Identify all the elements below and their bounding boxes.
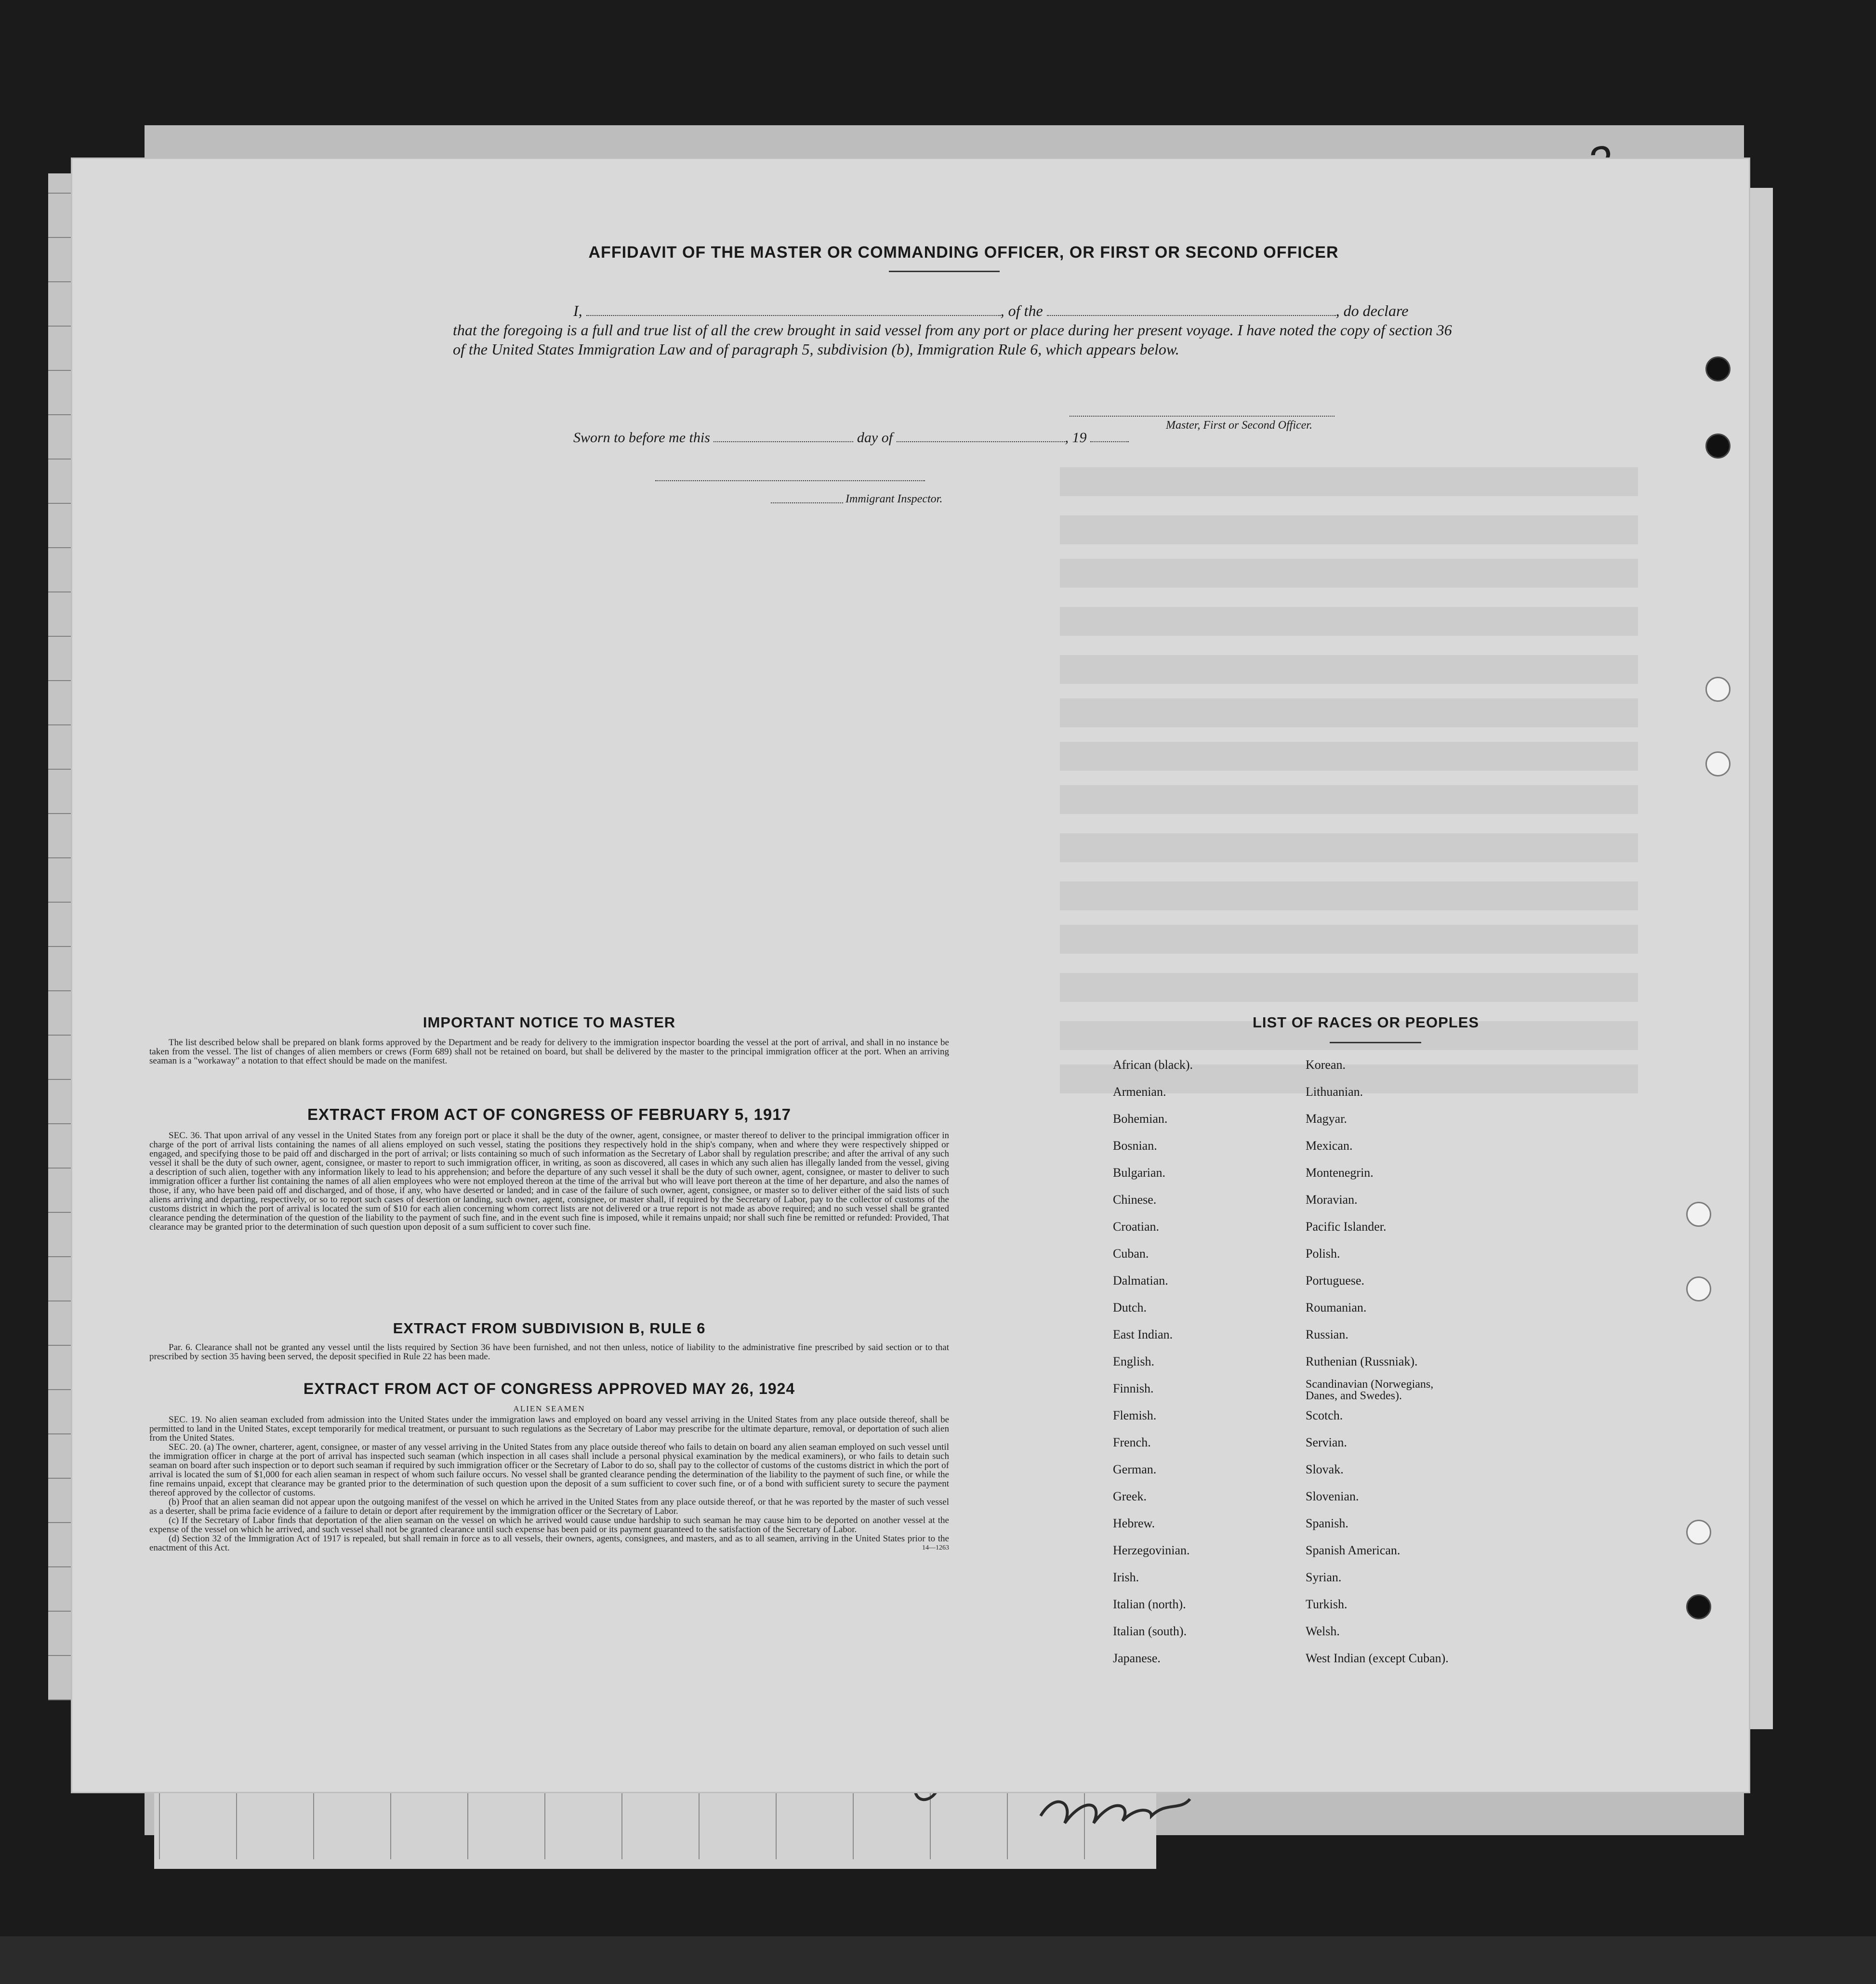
notice-heading: IMPORTANT NOTICE TO MASTER xyxy=(423,1014,676,1031)
race-item: Chinese. xyxy=(1113,1193,1157,1207)
sworn-month-blank[interactable] xyxy=(897,429,1065,442)
race-item: Servian. xyxy=(1306,1435,1347,1449)
race-item: Spanish American. xyxy=(1306,1543,1400,1557)
notice-text xyxy=(149,1038,949,1065)
races-left-column xyxy=(1113,1058,1296,1698)
vessel-name-blank[interactable] xyxy=(1047,302,1336,316)
race-item: Herzegovinian. xyxy=(1113,1543,1190,1557)
affidavit-form-page xyxy=(72,159,1749,1792)
master-signature-label: Master, First or Second Officer. xyxy=(1166,419,1312,432)
officer-name-blank[interactable] xyxy=(586,302,1001,316)
alien-seamen-subheading: ALIEN SEAMEN xyxy=(513,1404,585,1413)
inspector-signature-line[interactable] xyxy=(655,480,925,481)
punch-hole xyxy=(1686,1276,1711,1301)
punch-hole xyxy=(1705,356,1731,381)
race-item: Moravian. xyxy=(1306,1193,1358,1207)
extract-rule6-text xyxy=(149,1343,949,1361)
inspector-signature-line-short xyxy=(771,502,843,503)
extract-1924-text xyxy=(149,1404,949,1552)
race-item: German. xyxy=(1113,1462,1157,1476)
race-item: Bulgarian. xyxy=(1113,1166,1166,1180)
race-item: Slovak. xyxy=(1306,1462,1344,1476)
race-item: Finnish. xyxy=(1113,1381,1154,1395)
race-item: Bohemian. xyxy=(1113,1112,1168,1126)
punch-hole xyxy=(1705,677,1731,702)
race-item: Syrian. xyxy=(1306,1570,1342,1584)
race-item: Croatian. xyxy=(1113,1220,1160,1234)
extract-1924-paragraph: (d) Section 32 of the Immigration Act of 1917 is repealed, but shall remain in force as to all vessels, their owners, agents, consignees, and masters, and as to all seamen, arriving in the United States prior to the enactment of this Act. 14—1263 xyxy=(149,1534,949,1553)
race-item: Scotch. xyxy=(1306,1408,1343,1422)
punch-hole xyxy=(1686,1202,1711,1227)
affidavit-of-the: , of the xyxy=(1000,302,1043,319)
punch-hole xyxy=(1686,1520,1711,1545)
race-item: Mexican. xyxy=(1306,1139,1353,1153)
race-item: African (black). xyxy=(1113,1058,1193,1072)
race-item: Turkish. xyxy=(1306,1597,1348,1611)
extract-rule6-heading: EXTRACT FROM SUBDIVISION B, RULE 6 xyxy=(393,1320,706,1337)
punch-hole xyxy=(1705,434,1731,459)
extract-1917-text xyxy=(149,1131,949,1232)
races-right-column xyxy=(1306,1058,1575,1698)
extract-1924-heading: EXTRACT FROM ACT OF CONGRESS APPROVED MAY 26, 1924 xyxy=(303,1380,795,1397)
race-item: Armenian. xyxy=(1113,1085,1166,1099)
race-item: Pacific Islander. xyxy=(1306,1220,1387,1234)
race-item: Polish. xyxy=(1306,1247,1340,1261)
extract-rule6-paragraph: Par. 6. Clearance shall not be granted any vessel until the lists required by Section 36 have been furnished, and not then unless, notice of liability to the administrative fine prescribed by said section or to that prescribed by section 35 having been served, the deposit specified in Rule 22 has been made. xyxy=(149,1342,949,1362)
race-item: Dalmatian. xyxy=(1113,1274,1168,1288)
race-item: Lithuanian. xyxy=(1306,1085,1363,1099)
notice-paragraph: The list described below shall be prepared on blank forms approved by the Department and be ready for delivery to the immigration inspector boarding the vessel at the port of arrival, and shall in no instance be taken from the vessel. The list of changes of alien members or crews (Form 689) shall not be retained on board, but shall be delivered by the master to the principal immigration officer at the port. When an arriving seaman is a "workaway" a notation to that effect should be made on the manifest. xyxy=(149,1038,949,1066)
race-item: Italian (south). xyxy=(1113,1624,1187,1638)
race-item: Hebrew. xyxy=(1113,1516,1155,1530)
race-item: East Indian. xyxy=(1113,1327,1173,1341)
extract-1924-paragraph: (b) Proof that an alien seaman did not appear upon the outgoing manifest of the vessel on which he arrived in the United States from any place outside thereof, or that he was reported by the master of such vessel as a deserter, shall be prima facie evidence of a failure to detain or deport after requirement by the immigration officer or the Secretary of Labor. xyxy=(149,1497,949,1516)
title-rule xyxy=(889,271,1000,272)
extract-1917-paragraph: SEC. 36. That upon arrival of any vessel in the United States from any foreign port or place it shall be the duty of the owner, agent, consignee, or master thereof to deliver to the principal immigration officer in charge of the port of arrival lists containing the names of all aliens employed on such vessel, stating the positions they respectively hold in the ship's company, when and where they were respectively shipped or engaged, and specifying those to be paid off and discharged in the port of arrival; or lists containing so much of such information as the Secretary of Labor shall by regulation prescribe; and after the arrival of any such vessel it shall be the duty of such owner, agent, consignee, or master to report to such immigration officer, in writing, as soon as discovered, all cases in which any such alien has illegally landed from the vessel, giving a description of such alien, together with any information likely to lead to his apprehension; and before the departure of any such vessel it shall be the duty of such owner, agent, consignee, or master to deliver to such immigration officer a further list containing the names of all alien employees who were not employed thereon at the time of the arrival but who will leave port thereon at the time of her departure, and also the names of those, if any, who have been paid off and discharged, and of those, if any, who have deserted or landed; and in case of the failure of such owner, agent, consignee, or master so to deliver either of the said lists of such aliens arriving and departing, respectively, or so to report such cases of desertion or landing, such owner, agent, consignee, or master shall, if required by the Secretary of Labor, pay to the collector of customs of the customs district in which the port of arrival is located the sum of $10 for each alien concerning whom correct lists are not delivered or a true report is not made as above required; and no such vessel shall be granted clearance pending the determination of the question of the liability to the payment of such fine, and in the event such fine is imposed, while it remains unpaid; nor shall such fine be remitted or refunded: Provided, That clearance may be granted prior to the determination of such question upon deposit of a sum sufficient to cover such fine. xyxy=(149,1130,949,1232)
sworn-year-blank[interactable] xyxy=(1090,429,1129,442)
races-heading: LIST OF RACES OR PEOPLES xyxy=(1252,1014,1480,1031)
race-item: Montenegrin. xyxy=(1306,1166,1374,1180)
sworn-statement xyxy=(573,429,1129,446)
race-item: Magyar. xyxy=(1306,1112,1347,1126)
race-item: Slovenian. xyxy=(1306,1489,1359,1503)
sworn-year: , 19 xyxy=(1065,430,1087,446)
affidavit-body: that the foregoing is a full and true list of all the crew brought in said vessel from any port or place during her present voyage. I have noted the copy of section 36 of the United States Immigration Law and of paragraph 5, subdivision (b), Immigration Rule 6, which appears below. xyxy=(453,321,1452,358)
race-item: West Indian (except Cuban). xyxy=(1306,1651,1449,1665)
affidavit-i: I, xyxy=(573,302,582,319)
race-item: Spanish. xyxy=(1306,1516,1348,1530)
extract-1924-paragraph: SEC. 20. (a) The owner, charterer, agent, consignee, or master of any vessel arriving in the United States from any place outside thereof who fails to detain on board any alien seaman employed on such vessel until the immigration officer in charge at the port of arrival has inspected such seaman (which inspection in all cases shall include a personal physical examination by the medical examiners), or who fails to detain such seaman on board after such inspection or to deport such seaman if required by such immigration officer or the Secretary of Labor to do so, shall pay to the collector of customs of the customs district in which the port of arrival is located the sum of $1,000 for each alien seaman in respect of whom such failure occurs. No vessel shall be granted clearance pending the determination of the liability to the payment of such fine, or while the fine remains unpaid, except that clearance may be granted prior to the determination of such question upon the deposit of a sum sufficient to cover such fine, or of a bond with sufficient surety to secure the payment thereof approved by the collector of customs. xyxy=(149,1442,949,1498)
race-item: Cuban. xyxy=(1113,1247,1149,1261)
race-item: Bosnian. xyxy=(1113,1139,1157,1153)
race-item: Dutch. xyxy=(1113,1301,1147,1314)
race-item: Russian. xyxy=(1306,1327,1348,1341)
extract-1924-paragraph: SEC. 19. No alien seaman excluded from admission into the United States under the immigration laws and employed on board any vessel arriving in the United States from any place outside thereof, shall be permitted to land in the United States, except temporarily for medical treatment, or pursuant to such regulations as the Secretary of Labor may prescribe for the ultimate departure, removal, or deportation of such alien from the United States. xyxy=(149,1415,949,1443)
race-item: Irish. xyxy=(1113,1570,1139,1584)
race-item: Greek. xyxy=(1113,1489,1147,1503)
inspector-label: Immigrant Inspector. xyxy=(846,493,943,505)
extract-1917-heading: EXTRACT FROM ACT OF CONGRESS OF FEBRUARY 5, 1917 xyxy=(307,1105,791,1123)
race-item: Scandinavian (Norwegians, Danes, and Swedes). xyxy=(1306,1378,1434,1402)
affidavit-do-declare: , do declare xyxy=(1335,302,1409,319)
race-item: Korean. xyxy=(1306,1058,1346,1072)
sworn-day-of: day of xyxy=(857,430,893,446)
race-item: Roumanian. xyxy=(1306,1301,1367,1314)
affidavit-title: AFFIDAVIT OF THE MASTER OR COMMANDING OFFICER, OR FIRST OR SECOND OFFICER xyxy=(588,243,1339,262)
race-item: Japanese. xyxy=(1113,1651,1161,1665)
film-edge-strip xyxy=(0,1936,1876,1984)
master-signature-line[interactable] xyxy=(1070,416,1334,417)
race-item: Ruthenian (Russniak). xyxy=(1306,1354,1418,1368)
form-number: 14—1263 xyxy=(922,1544,949,1551)
punch-hole xyxy=(1686,1594,1711,1619)
race-item: Portuguese. xyxy=(1306,1274,1365,1288)
races-rule xyxy=(1330,1042,1421,1043)
sworn-prefix: Sworn to before me this xyxy=(573,430,710,446)
race-item: Welsh. xyxy=(1306,1624,1340,1638)
race-item: French. xyxy=(1113,1435,1151,1449)
race-item: Italian (north). xyxy=(1113,1597,1186,1611)
extract-1924-paragraph: (c) If the Secretary of Labor finds that deportation of the alien seaman on the vessel on which he arrived would cause undue hardship to such seaman he may cause him to be deported on another vessel at the expense of the vessel on which he arrived, and such vessel shall not be granted clearance until such expense has been paid or its payment guaranteed to the satisfaction of the Secretary of Labor. xyxy=(149,1515,949,1535)
race-item: Flemish. xyxy=(1113,1408,1157,1422)
race-item: English. xyxy=(1113,1354,1154,1368)
sworn-day-blank[interactable] xyxy=(713,429,853,442)
punch-hole xyxy=(1705,751,1731,776)
